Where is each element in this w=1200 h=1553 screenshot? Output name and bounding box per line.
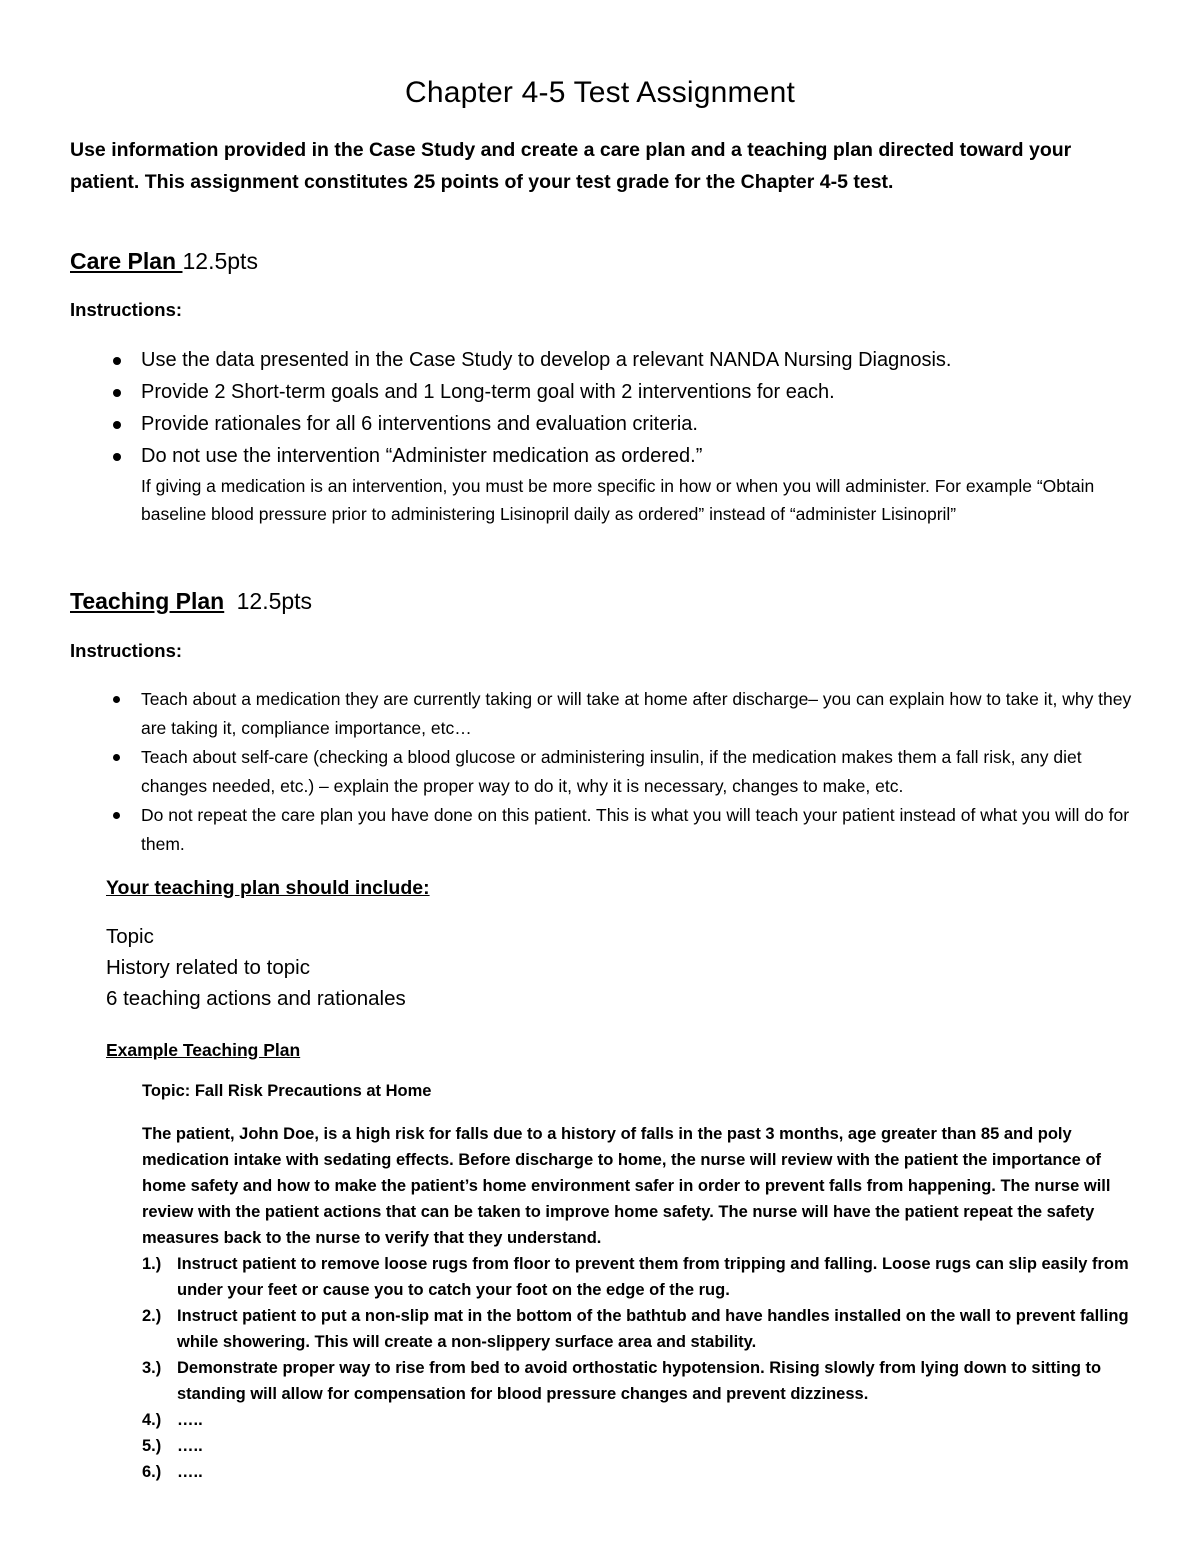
page-title: Chapter 4-5 Test Assignment <box>404 76 796 109</box>
include-item: Topic <box>106 925 154 948</box>
teaching-plan-points: 12.5pts <box>236 588 313 614</box>
list-item <box>142 1303 1142 1355</box>
example-heading: Example Teaching Plan <box>106 1040 301 1060</box>
care-plan-heading <box>70 248 258 275</box>
list-item <box>142 1407 1142 1433</box>
list-item <box>70 440 1150 528</box>
teaching-plan-instructions-label: Instructions: <box>70 640 183 661</box>
teaching-plan-title: Teaching Plan <box>70 588 225 614</box>
item-text: Demonstrate proper way to rise from bed to avoid orthostatic hypotension. Rising slowly from lying down to sitting to standing will allow for compensation for blood pressure changes and prevent dizziness. <box>177 1359 1102 1403</box>
intro-paragraph: Use information provided in the Case Study and create a care plan and a teaching plan directed toward your patient. This assignment constitutes 25 points of your test grade for the Chapter 4-5 test. <box>70 139 1072 193</box>
item-number: 3.) <box>142 1359 162 1377</box>
care-plan-title: Care Plan <box>70 248 183 274</box>
teaching-plan-bullet-list <box>70 685 1150 859</box>
list-item: Teach about self-care (checking a blood glucose or administering insulin, if the medication makes them a fall risk, any diet changes needed, etc.) – explain the proper way to do it, why it is necessary, changes to make, etc. <box>70 743 1150 801</box>
example-paragraph: The patient, John Doe, is a high risk for falls due to a history of falls in the past 3 months, age greater than 85 and poly medication intake with sedating effects. Before discharge to home, the nurse will review with the patient the importance of home safety and how to make the patient’s home environment safer in order to prevent falls from happening. The nurse will review with the patient actions that can be taken to improve home safety. The nurse will have the patient repeat the safety measures back to the nurse to verify that they understand. <box>142 1125 1111 1247</box>
list-item: Teach about a medication they are currently taking or will take at home after discharge– you can explain how to take it, why they are taking it, compliance importance, etc… <box>70 685 1150 743</box>
care-plan-bullet-list <box>70 344 1150 528</box>
list-item <box>142 1459 1142 1485</box>
list-item <box>142 1251 1142 1303</box>
list-item-text: Do not use the intervention “Administer medication as ordered.” <box>141 445 703 467</box>
include-list <box>106 921 406 1014</box>
item-text: Instruct patient to put a non-slip mat in the bottom of the bathtub and have handles installed on the wall to prevent falling while showering. This will create a non-slippery surface area and stability. <box>177 1307 1129 1351</box>
list-item: Provide 2 Short-term goals and 1 Long-term goal with 2 interventions for each. <box>70 376 1150 408</box>
care-plan-instructions-label: Instructions: <box>70 299 183 320</box>
teaching-actions-list <box>142 1251 1142 1485</box>
item-text: Instruct patient to remove loose rugs from floor to prevent them from tripping and falling. Loose rugs can slip easily from under your feet or cause you to catch your foot on the edge of the rug. <box>177 1255 1129 1299</box>
item-text: ….. <box>177 1411 203 1429</box>
teaching-plan-heading <box>70 588 312 615</box>
include-item: History related to topic <box>106 956 310 979</box>
item-number: 1.) <box>142 1255 162 1273</box>
include-heading: Your teaching plan should include: <box>106 877 430 899</box>
list-item <box>142 1355 1142 1407</box>
item-text: ….. <box>177 1437 203 1455</box>
list-item: Use the data presented in the Case Study to develop a relevant NANDA Nursing Diagnosis. <box>70 344 1150 376</box>
list-item <box>142 1433 1142 1459</box>
item-number: 4.) <box>142 1411 162 1429</box>
list-item: Do not repeat the care plan you have done on this patient. This is what you will teach your patient instead of what you will do for them. <box>70 801 1150 859</box>
care-plan-points: 12.5pts <box>182 248 258 274</box>
list-item: Provide rationales for all 6 interventions and evaluation criteria. <box>70 408 1150 440</box>
item-text: ….. <box>177 1463 203 1481</box>
example-topic: Topic: Fall Risk Precautions at Home <box>142 1082 432 1100</box>
item-number: 5.) <box>142 1437 162 1455</box>
medication-note: If giving a medication is an intervention, you must be more specific in how or when you will administer. For example “Obtain baseline blood pressure prior to administering Lisinopril daily as ordered” instead of “administer Lisinopril” <box>141 476 1095 524</box>
item-number: 6.) <box>142 1463 162 1481</box>
item-number: 2.) <box>142 1307 162 1325</box>
include-item: 6 teaching actions and rationales <box>106 987 406 1010</box>
